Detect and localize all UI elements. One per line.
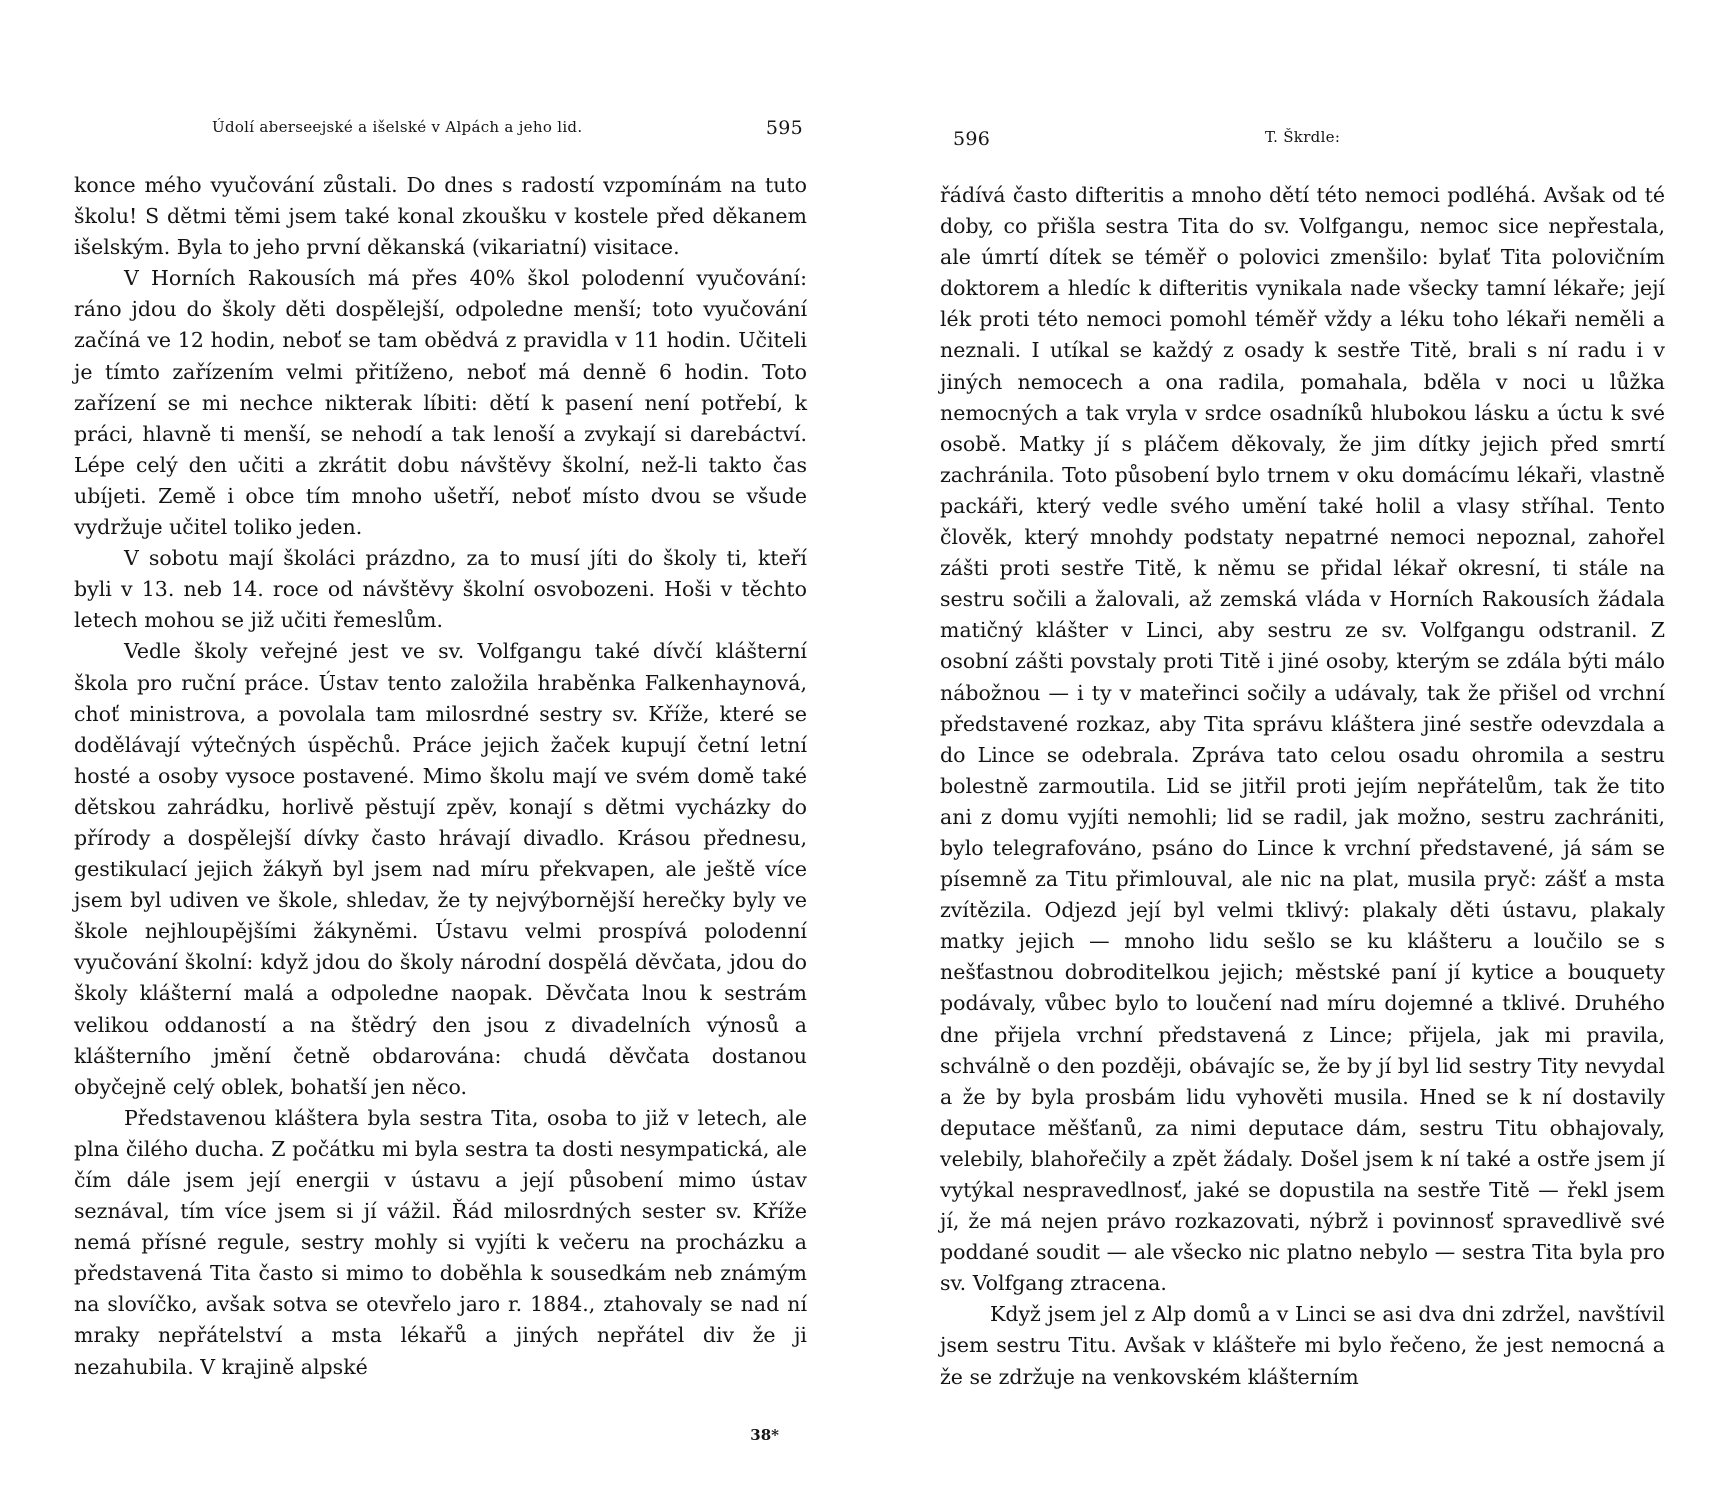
signature-mark: 38* xyxy=(750,1426,779,1444)
left-running-title: Údolí aberseejské a išelské v Alpách a jeho lid. xyxy=(212,118,583,136)
right-paragraph-1: řádívá často difteritis a mnoho dětí této nemoci podléhá. Avšak od té doby, co přišla sestra Tita do sv. Volfgangu, nemoc sice nepřestala, ale úmrtí dítek se téměř o polovici zmenšilo: bylať Tita polovičním doktorem a hledíc k difteritis vynikala nade všecky tamní lékaře; její lék proti této nemoci pomohl téměř vždy a léku toho lékaři neměli a neznali. I utíkal se každý z osady k sestře Titě, brali s ní radu i v jiných nemocech a ona radila, pomahala, bděla v noci u lůžka nemocných a tak vryla v srdce osadníků hlubokou lásku a úctu k své osobě. Matky jí s pláčem děkovaly, že jim dítky jejich před smrtí zachránila. Toto působení bylo trnem v oku domácímu lékaři, vlastně packáři, který vedle svého umění také holil a vlasy stříhal. Tento člověk, který mnohdy podstaty nepatrné nemoci nepoznal, zahořel zášti proti sestře Titě, k němu se přidal lékař okresní, ti stále na sestru sočili a žalovali, až zemská vláda v Horních Rakousích žádala matičný klášter v Linci, aby sestru ze sv. Volfgangu odstranil. Z osobní zášti povstaly proti Titě i jiné osoby, kterým se zdála býti málo nábožnou — i ty v mateřinci sočily a udávaly, tak že přišel od vrchní představené rozkaz, aby Tita správu kláštera jiné sestře odevzdala a do Lince se odebrala. Zpráva tato celou osadu ohromila a sestru bolestně zarmoutila. Lid se jitřil proti jejím nepřátelům, tak že tito ani z domu vyjíti nemohli; lid se radil, jak možno, sestru zachrániti, bylo telegrafováno, psáno do Lince k vrchní představené, já sám se písemně za Titu přimlouval, ale nic na plat, musila pryč: zášť a msta zvítězila. Odjezd její byl velmi tklivý: plakaly děti ústavu, plakaly matky jejich — mnoho lidu sešlo se ku klášteru a loučilo se s nešťastnou dobroditelkou jejich; městské paní jí kytice a bouquety podávaly, vůbec bylo to loučení nad míru dojemné a tklivé. Druhého dne přijela vrchní představená z Lince; přijela, jak mi pravila, schválně o den později, obávajíc se, že by jí byl lid sestry Tity nevydal a že by byla prosbám lidu vyhověti musila. Hned se k ní dostavily deputace měšťanů, za nimi deputace dám, sestru Titu obhajovaly, velebily, blahořečily a zpět žádaly. Došel jsem k ní také a ostře jsem jí vytýkal nespravedlnosť, jaké se dopustila na sestře Titě — řekl jsem jí, že má nejen právo rozkazovati, nýbrž i povinnosť spravedlivě své poddané soudit — ale všecko nic platno nebylo — sestra Tita byla pro sv. Volfgang ztracena. xyxy=(940,183,1665,1296)
left-paragraph-3: V sobotu mají školáci prázdno, za to musí jíti do školy ti, kteří byli v 13. neb 14. roce od návštěvy školní osvobozeni. Hoši v těchto letech mohou se již učiti řemeslům. xyxy=(74,546,807,633)
left-paragraph-1: konce mého vyučování zůstali. Do dnes s radostí vzpomínám na tuto školu! S dětmi těmi jsem také konal zkoušku v kostele před děkanem išelským. Byla to jeho první děkanská (vikariatní) visitace. xyxy=(74,173,807,260)
left-page-number: 595 xyxy=(765,117,803,139)
left-paragraph-4: Vedle školy veřejné jest ve sv. Volfgangu také dívčí klášterní škola pro ruční práce. Ústav tento založila hraběnka Falkenhaynová, choť ministrova, a povolala tam milosrdné sestry sv. Kříže, které se dodělávají výtečných úspěchů. Práce jejich žaček kupují četní letní hosté a osoby vysoce postavené. Mimo školu mají ve svém domě také dětskou zahrádku, horlivě pěstují zpěv, konají s dětmi vycházky do přírody a dospělejší dívky často hrávají divadlo. Krásou přednesu, gestikulací jejich žákyň byl jsem nad míru překvapen, ale ještě více jsem byl udiven ve škole, shledav, že ty nejvýbornější herečky byly ve škole nejhloupějšími žákyněmi. Ústavu velmi prospívá polodenní vyučování školní: když jdou do školy národní dospělá děvčata, jdou do školy klášterní malá a odpoledne naopak. Děvčata lnou k sestrám velikou oddaností a na štědrý den jsou z divadelních výnosů a klášterního jmění četně obdarována: chudá děvčata dostanou obyčejně celý oblek, bohatší jen něco. xyxy=(74,639,807,1099)
right-paragraph-2: Když jsem jel z Alp domů a v Linci se asi dva dni zdržel, navštívil jsem sestru Titu. Avšak v klášteře mi bylo řečeno, že jest nemocná a že se zdržuje na venkovském klášterním xyxy=(940,1302,1665,1389)
right-page-number: 596 xyxy=(953,128,991,150)
left-body-text xyxy=(74,170,807,1383)
left-paragraph-2: V Horních Rakousích má přes 40% škol polodenní vyučování: ráno jdou do školy děti dospělejší, odpoledne menší; toto vyučování začíná ve 12 hodin, neboť se tam obědvá z pravidla v 11 hodin. Učiteli je tímto zařízením velmi přitíženo, neboť má denně 6 hodin. Toto zařízení se mi nechce nikterak líbiti: dětí k pasení není potřebí, k práci, hlavně ti menší, se nehodí a tak lenoší a zvykají si darebáctví. Lépe celý den učiti a zkrátit dobu návštěvy školní, než-li takto čas ubíjeti. Země i obce tím mnoho ušetří, neboť místo dvou se všude vydržuje učitel toliko jeden. xyxy=(74,266,807,540)
right-body-text xyxy=(940,180,1665,1393)
right-running-title: T. Škrdle: xyxy=(1265,128,1341,146)
left-paragraph-5: Představenou kláštera byla sestra Tita, osoba to již v letech, ale plna čilého ducha. Z počátku mi byla sestra ta dosti nesympatická, ale čím dále jsem její energii v ústavu a její působení mimo ústav seznával, tím více jsem si jí vážil. Řád milosrdných sester sv. Kříže nemá přísné regule, sestry mohly si vyjíti k večeru na procházku a představená Tita často si mimo to doběhla k sousedkám neb známým na slovíčko, avšak sotva se otevřelo jaro r. 1884., ztahovaly se nad ní mraky nepřátelství a msta lékařů a jiných nepřátel div že ji nezahubila. V krajině alpské xyxy=(74,1105,807,1379)
left-running-head xyxy=(74,118,807,148)
right-running-head xyxy=(940,118,1665,148)
